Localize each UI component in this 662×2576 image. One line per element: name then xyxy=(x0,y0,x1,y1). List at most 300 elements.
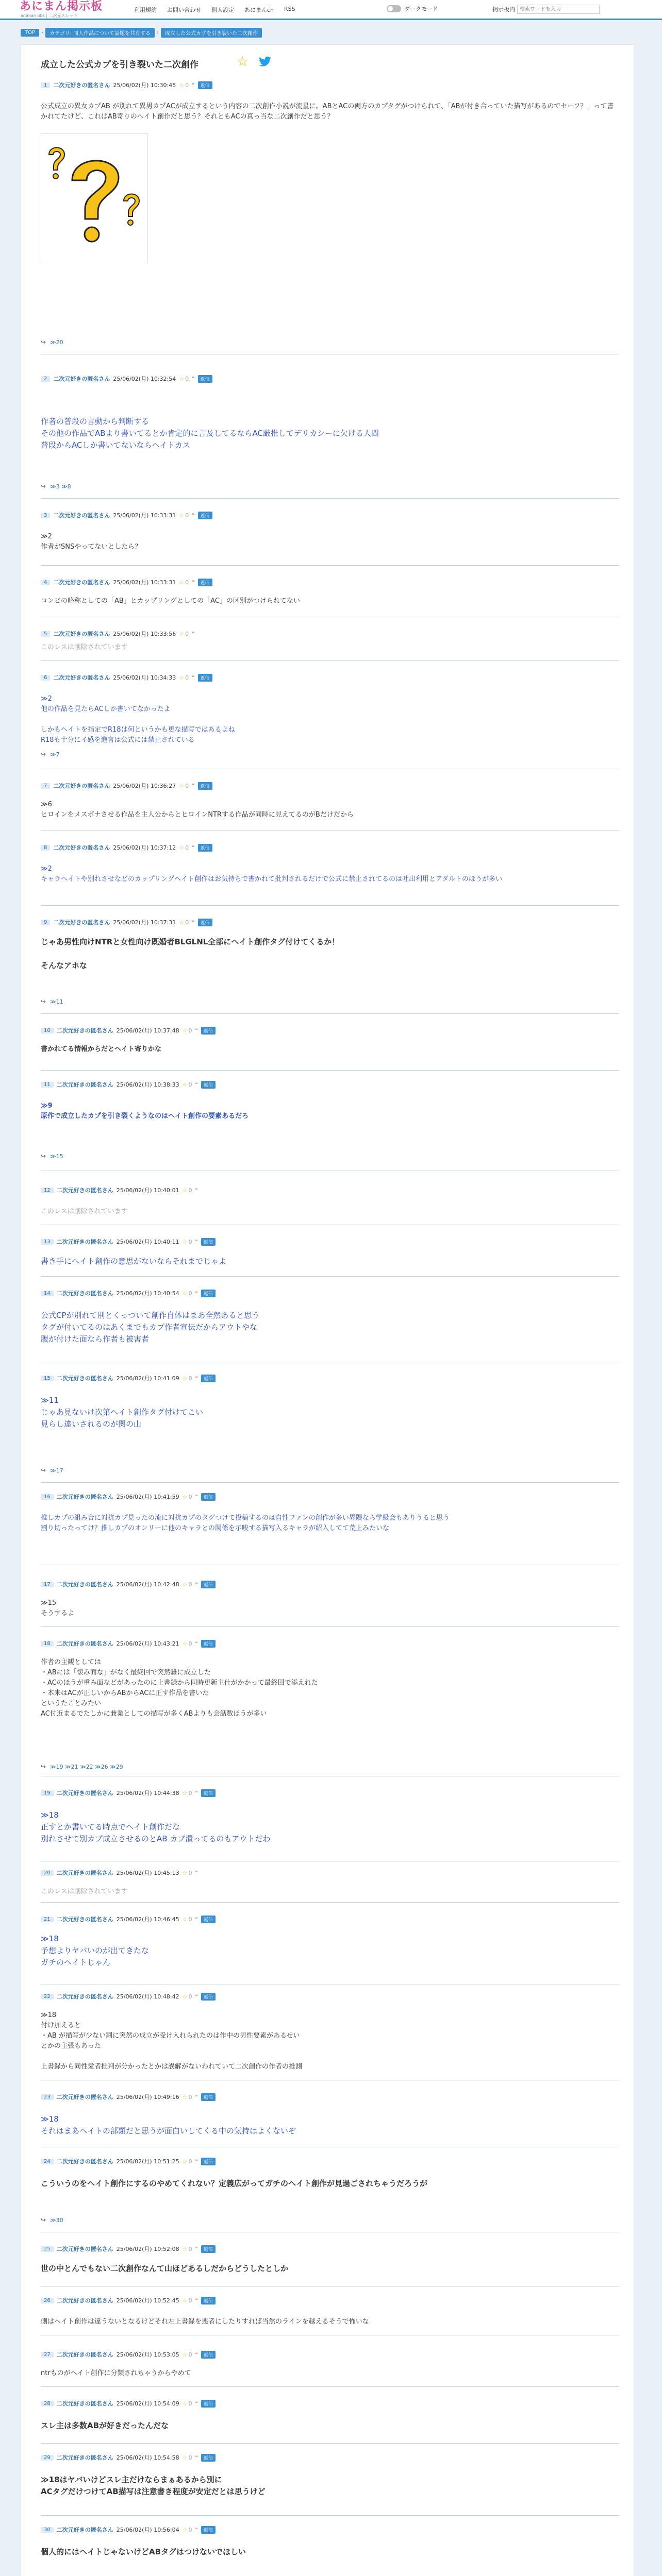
like-star-icon[interactable]: ☆ xyxy=(179,844,185,851)
quote-icon[interactable]: ❝ xyxy=(195,2527,198,2533)
reply-button[interactable]: 返信 xyxy=(198,844,212,852)
post-meta xyxy=(41,673,619,682)
reply-arrow-icon[interactable]: ↪ xyxy=(41,998,46,1005)
post-date: 25/06/02(月) 10:56:04 xyxy=(116,2527,179,2533)
post-date: 25/06/02(月) 10:40:01 xyxy=(116,1187,179,1194)
reply-button[interactable]: 返信 xyxy=(198,782,212,790)
like-count[interactable]: ☆ 0 xyxy=(182,1581,192,1588)
post-date: 25/06/02(月) 10:41:59 xyxy=(116,1494,179,1500)
like-star-icon[interactable]: ☆ xyxy=(182,1993,188,2000)
nav-settings[interactable]: 個人設定 xyxy=(211,7,234,13)
post-number[interactable]: 11 xyxy=(41,1082,54,1088)
post-body: ≫11 じゃあ見ないけ次第ヘイト創作タグ付けてこい 見らし違いされるのが関の山 xyxy=(41,1396,204,1429)
post-date: 25/06/02(月) 10:37:12 xyxy=(113,844,176,851)
like-count[interactable]: ☆ 0 xyxy=(182,1187,192,1194)
like-count[interactable]: ☆ 0 xyxy=(182,1869,192,1876)
reply-button[interactable]: 返信 xyxy=(201,2158,216,2165)
post-body: ≫18 正すとか書いてる時点でヘイト創作だな 別れさせて別カプ成立させるのとAB カプ潰ってるのもアウトだわ xyxy=(41,1810,271,1843)
quote-icon[interactable]: ❝ xyxy=(195,2351,198,2358)
reply-links[interactable]: ≫11 xyxy=(50,998,63,1005)
reply-button[interactable]: 返信 xyxy=(201,1789,216,1797)
reply-button[interactable]: 返信 xyxy=(201,1916,216,1923)
like-star-icon[interactable]: ☆ xyxy=(182,2297,188,2304)
breadcrumb-category[interactable]: カテゴリ: 同人作品について話題を共有する xyxy=(45,28,155,38)
post-number[interactable]: 19 xyxy=(41,1790,54,1796)
breadcrumb-thread[interactable]: 成立した公式カプを引き裂いた二次創作 xyxy=(161,28,262,38)
post-date: 25/06/02(月) 10:34:33 xyxy=(113,674,176,681)
post-body: ≫15 そうするよ xyxy=(41,1599,75,1617)
post-number[interactable]: 29 xyxy=(41,2455,54,2461)
like-star-icon[interactable]: ☆ xyxy=(179,919,185,926)
like-star-icon[interactable]: ☆ xyxy=(182,1869,188,1876)
post-body: 作者の主観としては ・ABには「懐み面な」がなく最終回で突然雑に成立した ・ACのほうが重み面などがあったのに上書録から同時更新主仕がかかって最終回で添えれた ・本来はACが正しいからABからACに正す作品を書いた というたことみたい AC付近まるでたしかに兼業としての描写が多くABよりも会話数ほうが多い xyxy=(41,1658,318,1718)
breadcrumb-separator-icon: › xyxy=(41,30,44,36)
post-meta xyxy=(41,1238,619,1246)
post-date: 25/06/02(月) 10:48:42 xyxy=(116,1993,179,2000)
post-divider xyxy=(41,905,619,906)
quote-icon[interactable]: ❝ xyxy=(192,82,195,88)
post-date: 25/06/02(月) 10:49:16 xyxy=(116,2094,179,2100)
post xyxy=(41,1374,619,1429)
post-footer xyxy=(41,338,63,346)
post-date: 25/06/02(月) 10:53:05 xyxy=(116,2351,179,2358)
like-count[interactable]: ☆ 0 xyxy=(179,375,189,382)
post xyxy=(41,1915,619,1967)
like-count[interactable]: ☆ 0 xyxy=(179,844,189,851)
poster-name: 二次元好きの匿名さん xyxy=(53,82,110,89)
post-meta xyxy=(41,1789,619,1797)
poster-name: 二次元好きの匿名さん xyxy=(53,512,110,519)
poster-name: 二次元好きの匿名さん xyxy=(56,2094,113,2100)
quote-icon[interactable]: ❝ xyxy=(195,1187,198,1193)
like-count[interactable]: ☆ 0 xyxy=(182,2526,192,2533)
quote-icon[interactable]: ❝ xyxy=(195,1993,198,1999)
post-meta xyxy=(41,2157,619,2165)
like-star-icon[interactable]: ☆ xyxy=(179,630,185,637)
post-footer xyxy=(41,2216,63,2224)
like-count[interactable]: ☆ 0 xyxy=(182,1238,192,1245)
like-star-icon[interactable]: ☆ xyxy=(179,375,185,382)
post-date: 25/06/02(月) 10:54:58 xyxy=(116,2454,179,2461)
post-meta xyxy=(41,1289,619,1297)
like-count[interactable]: ☆ 0 xyxy=(179,919,189,926)
like-star-icon[interactable]: ☆ xyxy=(182,2351,188,2358)
like-star-icon[interactable]: ☆ xyxy=(182,1290,188,1297)
like-star-icon[interactable]: ☆ xyxy=(182,2400,188,2407)
post-meta xyxy=(41,375,619,383)
like-star-icon[interactable]: ☆ xyxy=(182,1493,188,1500)
post-number[interactable]: 1 xyxy=(41,82,50,88)
poster-name: 二次元好きの匿名さん xyxy=(56,2400,113,2407)
post-number[interactable]: 5 xyxy=(41,631,50,637)
like-star-icon[interactable]: ☆ xyxy=(182,2526,188,2533)
post-meta xyxy=(41,2245,619,2253)
quote-icon[interactable]: ❝ xyxy=(195,1790,198,1796)
nav-terms[interactable]: 利用規約 xyxy=(134,7,157,13)
reply-button[interactable]: 返信 xyxy=(198,919,212,926)
reply-button[interactable]: 返信 xyxy=(201,1993,216,2001)
post-body: ≫9 原作で成立したカプを引き裂くようなのはヘイト創作の要素あるだろ xyxy=(41,1102,249,1120)
post-body: 世の中とんでもない二次創作なんて山ほどあるしだからどうしたとしか xyxy=(41,2264,289,2273)
quote-icon[interactable]: ❝ xyxy=(195,1640,198,1647)
post-meta xyxy=(41,1992,619,2001)
post-divider xyxy=(41,565,619,566)
post-number[interactable]: 21 xyxy=(41,1917,54,1922)
quote-icon[interactable]: ❝ xyxy=(195,1916,198,1922)
reply-links[interactable]: ≫3 ≫8 xyxy=(50,483,71,490)
reply-button[interactable]: 返信 xyxy=(201,2526,216,2534)
like-star-icon[interactable]: ☆ xyxy=(182,2093,188,2100)
like-star-icon[interactable]: ☆ xyxy=(182,2158,188,2165)
post-footer xyxy=(41,1467,63,1474)
like-count[interactable]: ☆ 0 xyxy=(182,1993,192,2000)
post-body: 公式成立の異女カプAB が別れて異男カプACが成立するという内容の二次創作小説が流星に。ABとACの両方のカプタグがつけられて、「ABが付き合っていた描写があるのでセーフ？」って書かれてたけど、これはAB寄りのヘイト創作だと思う？それともACの真っ当な二次創作だと思う？ xyxy=(41,103,614,121)
quote-icon[interactable]: ❝ xyxy=(192,844,195,851)
site-header xyxy=(0,0,662,20)
post-date: 25/06/02(月) 10:37:48 xyxy=(116,1027,179,1034)
post-body: こういうのをヘイト創作にするのやめてくれない？定義広がってガチのヘイト創作が見過ごされちゃうだろうが xyxy=(41,2179,428,2188)
post-date: 25/06/02(月) 10:33:31 xyxy=(113,512,176,519)
like-star-icon[interactable]: ☆ xyxy=(182,1640,188,1647)
post-meta xyxy=(41,918,619,926)
post xyxy=(41,918,619,970)
post-body: ≫6 ヒロインをメスボナさせる作品を主人公からとヒロインNTRする作品が同時に見えてるのがBだけだから xyxy=(41,801,354,819)
reply-arrow-icon[interactable]: ↪ xyxy=(41,338,46,346)
post xyxy=(41,1289,619,1344)
post-number[interactable]: 2 xyxy=(41,376,50,382)
reply-button[interactable]: 返信 xyxy=(201,2400,216,2408)
quote-icon[interactable]: ❝ xyxy=(195,1081,198,1088)
post-body: スレ主は多数ABが好きだったんだな xyxy=(41,2421,169,2430)
site-logo[interactable]: あにまん掲示板 xyxy=(20,0,103,13)
post-number[interactable]: 15 xyxy=(41,1376,54,1381)
like-count[interactable]: ☆ 0 xyxy=(182,2093,192,2100)
like-count[interactable]: ☆ 0 xyxy=(179,512,189,519)
post xyxy=(41,630,619,651)
like-count[interactable]: ☆ 0 xyxy=(182,1916,192,1923)
post xyxy=(41,2245,619,2273)
post-meta xyxy=(41,1493,619,1501)
breadcrumb-separator-icon: › xyxy=(156,30,159,36)
nav-animanch[interactable]: あにまんch xyxy=(244,7,274,13)
quote-icon[interactable]: ❝ xyxy=(195,2246,198,2252)
poster-name: 二次元好きの匿名さん xyxy=(56,1290,113,1297)
post-number[interactable]: 10 xyxy=(41,1028,54,1033)
post-number[interactable]: 4 xyxy=(41,580,50,585)
post xyxy=(41,2526,619,2556)
reply-button[interactable]: 返信 xyxy=(201,1290,216,1297)
reply-button[interactable]: 返信 xyxy=(201,1027,216,1035)
like-count[interactable]: ☆ 0 xyxy=(179,579,189,586)
poster-name: 二次元好きの匿名さん xyxy=(53,919,110,926)
post-meta xyxy=(41,2526,619,2534)
post-meta xyxy=(41,1639,619,1648)
post-number[interactable]: 18 xyxy=(41,1641,54,1647)
post xyxy=(41,1238,619,1266)
like-star-icon[interactable]: ☆ xyxy=(182,1187,188,1194)
reply-arrow-icon[interactable]: ↪ xyxy=(41,1467,46,1474)
post-body: ntrものがヘイト創作に分類されちゃうからやめて xyxy=(41,2369,191,2377)
header-nav xyxy=(134,6,295,14)
quote-icon[interactable]: ❝ xyxy=(192,631,195,637)
poster-name: 二次元好きの匿名さん xyxy=(53,674,110,681)
like-count[interactable]: ☆ 0 xyxy=(182,2400,192,2407)
post-body: このレスは削除されています xyxy=(41,1888,128,1895)
post-footer xyxy=(41,1153,63,1160)
poster-name: 二次元好きの匿名さん xyxy=(56,1870,113,1876)
post-divider xyxy=(41,2443,619,2444)
dark-mode-control xyxy=(387,5,438,13)
quote-icon[interactable]: ❝ xyxy=(195,1870,198,1876)
quote-icon[interactable]: ❝ xyxy=(195,2400,198,2406)
reply-links[interactable]: ≫30 xyxy=(50,2216,63,2224)
like-star-icon[interactable]: ☆ xyxy=(179,579,185,586)
dark-mode-toggle[interactable] xyxy=(387,5,401,12)
post-number[interactable]: 13 xyxy=(41,1239,54,1245)
like-count[interactable]: ☆ 0 xyxy=(182,1290,192,1297)
like-count[interactable]: ☆ 0 xyxy=(182,1789,192,1797)
quote-icon[interactable]: ❝ xyxy=(192,674,195,681)
post xyxy=(41,1789,619,1843)
reply-links[interactable]: ≫20 xyxy=(50,338,63,346)
post-body: 個人的にはヘイトじゃないけどABタグはつけないでほしい xyxy=(41,2547,246,2556)
post-date: 25/06/02(月) 10:51:25 xyxy=(116,2158,179,2165)
poster-name: 二次元好きの匿名さん xyxy=(56,1494,113,1500)
dark-mode-label: ダークモード xyxy=(404,6,438,12)
post-number[interactable]: 22 xyxy=(41,1994,54,1999)
like-count[interactable]: ☆ 0 xyxy=(182,1081,192,1088)
quote-icon[interactable]: ❝ xyxy=(195,1375,198,1381)
post-meta xyxy=(41,630,619,638)
post-number[interactable]: 27 xyxy=(41,2352,54,2358)
post-number[interactable]: 20 xyxy=(41,1870,54,1876)
reply-arrow-icon[interactable]: ↪ xyxy=(41,751,46,758)
like-count[interactable]: ☆ 0 xyxy=(182,1493,192,1500)
poster-name: 二次元好きの匿名さん xyxy=(56,2351,113,2358)
like-count[interactable]: ☆ 0 xyxy=(179,81,189,89)
post-body: 書かれてる情報からだとヘイト寄りかな xyxy=(41,1045,162,1053)
quote-icon[interactable]: ❝ xyxy=(192,919,195,925)
post-divider xyxy=(41,498,619,499)
like-star-icon[interactable]: ☆ xyxy=(182,1916,188,1923)
reply-button[interactable]: 返信 xyxy=(201,1081,216,1089)
post-meta xyxy=(41,2093,619,2101)
reply-links[interactable]: ≫7 xyxy=(50,751,60,758)
poster-name: 二次元好きの匿名さん xyxy=(56,1081,113,1088)
post-meta xyxy=(41,2350,619,2359)
reply-arrow-icon[interactable]: ↪ xyxy=(41,2216,46,2224)
poster-name: 二次元好きの匿名さん xyxy=(56,1375,113,1382)
quote-icon[interactable]: ❝ xyxy=(192,512,195,518)
post-body: 作者の普段の言動から判断する その他の作品でABより書いてるとか肯定的に言及してるならAC厳推してデリカシーに欠ける人間 普段からACしか書いてないならヘイトカス xyxy=(41,417,379,450)
post-date: 25/06/02(月) 10:33:31 xyxy=(113,579,176,586)
post-footer xyxy=(41,483,71,490)
reply-button[interactable]: 返信 xyxy=(198,674,212,682)
post-number[interactable]: 30 xyxy=(41,2527,54,2533)
reply-links[interactable]: ≫17 xyxy=(50,1467,63,1474)
post xyxy=(41,1869,619,1895)
post-date: 25/06/02(月) 10:33:56 xyxy=(113,631,176,637)
like-star-icon[interactable]: ☆ xyxy=(179,782,185,789)
like-star-icon[interactable]: ☆ xyxy=(182,1081,188,1088)
like-count[interactable]: ☆ 0 xyxy=(182,2297,192,2304)
like-star-icon[interactable]: ☆ xyxy=(179,81,185,89)
poster-name: 二次元好きの匿名さん xyxy=(56,1640,113,1647)
post-meta xyxy=(41,843,619,852)
quote-icon[interactable]: ❝ xyxy=(195,2094,198,2100)
reply-links[interactable]: ≫15 xyxy=(50,1153,63,1160)
reply-button[interactable]: 返信 xyxy=(201,1238,216,1246)
post-divider xyxy=(41,1902,619,1903)
favorite-star-icon[interactable]: ☆ xyxy=(237,54,249,70)
post-body: ≫18 それはまあヘイトの部類だと思うが面白いしてくる中の気持はよくないぞ xyxy=(41,2114,296,2136)
search-input[interactable] xyxy=(517,5,600,14)
like-count[interactable]: ☆ 0 xyxy=(182,1375,192,1382)
post-meta xyxy=(41,2453,619,2462)
quote-icon[interactable]: ❝ xyxy=(195,1027,198,1033)
post xyxy=(41,2157,619,2188)
post-footer xyxy=(41,751,60,758)
reply-button[interactable]: 返信 xyxy=(201,2351,216,2359)
post-number[interactable]: 26 xyxy=(41,2298,54,2303)
breadcrumb xyxy=(21,28,262,38)
quote-icon[interactable]: ❝ xyxy=(192,783,195,789)
like-count[interactable]: ☆ 0 xyxy=(182,2245,192,2252)
post-number[interactable]: 16 xyxy=(41,1494,54,1500)
post-meta xyxy=(41,1080,619,1089)
post-divider xyxy=(41,660,619,661)
reply-button[interactable]: 返信 xyxy=(198,579,212,586)
search-scope-label[interactable]: 掲示板内 xyxy=(492,6,515,13)
reply-arrow-icon[interactable]: ↪ xyxy=(41,483,46,490)
reply-button[interactable]: 返信 xyxy=(198,375,212,383)
post-date: 25/06/02(月) 10:46:45 xyxy=(116,1916,179,1923)
post-body: コンビの略称としての「AB」とカップリングとしての「AC」の区別がつけられてない xyxy=(41,597,300,605)
poster-name: 二次元好きの匿名さん xyxy=(56,2527,113,2533)
post-number[interactable]: 12 xyxy=(41,1188,54,1193)
like-count[interactable]: ☆ 0 xyxy=(182,2351,192,2358)
reply-button[interactable]: 返信 xyxy=(198,81,212,89)
post-date: 25/06/02(月) 10:37:31 xyxy=(113,919,176,926)
like-star-icon[interactable]: ☆ xyxy=(182,2454,188,2461)
reply-arrow-icon[interactable]: ↪ xyxy=(41,1153,46,1160)
post xyxy=(41,673,619,744)
poster-name: 二次元好きの匿名さん xyxy=(56,2297,113,2304)
post-number[interactable]: 24 xyxy=(41,2159,54,2164)
post xyxy=(41,511,619,551)
reply-button[interactable]: 返信 xyxy=(201,2093,216,2101)
like-count[interactable]: ☆ 0 xyxy=(182,1640,192,1647)
post-number[interactable]: 14 xyxy=(41,1291,54,1296)
quote-icon[interactable]: ❝ xyxy=(195,2158,198,2164)
post-number[interactable]: 25 xyxy=(41,2246,54,2252)
post-number[interactable]: 28 xyxy=(41,2401,54,2406)
like-star-icon[interactable]: ☆ xyxy=(179,512,185,519)
nav-contact[interactable]: お問い合わせ xyxy=(167,7,201,13)
like-star-icon[interactable]: ☆ xyxy=(182,1375,188,1382)
like-star-icon[interactable]: ☆ xyxy=(182,1027,188,1034)
post-divider xyxy=(41,1070,619,1071)
post-divider xyxy=(41,1482,619,1483)
reply-button[interactable]: 返信 xyxy=(201,1640,216,1648)
thread-title: 成立した公式カプを引き裂いた二次創作 xyxy=(41,60,198,70)
like-count[interactable]: ☆ 0 xyxy=(182,2158,192,2165)
reply-button[interactable]: 返信 xyxy=(201,2297,216,2304)
post-date: 25/06/02(月) 10:45:13 xyxy=(116,1870,179,1876)
reply-button[interactable]: 返信 xyxy=(201,1493,216,1501)
post-divider xyxy=(41,1626,619,1627)
quote-icon[interactable]: ❝ xyxy=(195,1290,198,1296)
quote-icon[interactable]: ❝ xyxy=(195,2454,198,2461)
post-divider xyxy=(41,1276,619,1277)
quote-icon[interactable]: ❝ xyxy=(195,1581,198,1587)
like-star-icon[interactable]: ☆ xyxy=(179,674,185,681)
like-star-icon[interactable]: ☆ xyxy=(182,1581,188,1588)
post-number[interactable]: 17 xyxy=(41,1582,54,1587)
poster-name: 二次元好きの匿名さん xyxy=(53,579,110,586)
like-star-icon[interactable]: ☆ xyxy=(182,2245,188,2252)
quote-icon[interactable]: ❝ xyxy=(195,1239,198,1245)
thread-container xyxy=(21,44,634,2576)
reply-arrow-icon[interactable]: ↪ xyxy=(41,1763,46,1770)
post-body: ≫18 予想よりヤバいのが出てきたな ガチのヘイトじゃん xyxy=(41,1934,150,1967)
post-number[interactable]: 8 xyxy=(41,845,50,851)
nav-rss[interactable]: RSS xyxy=(284,6,295,12)
post xyxy=(41,2296,619,2326)
like-count[interactable]: ☆ 0 xyxy=(179,674,189,681)
like-count[interactable]: ☆ 0 xyxy=(182,1027,192,1034)
quote-icon[interactable]: ❝ xyxy=(192,376,195,382)
like-star-icon[interactable]: ☆ xyxy=(182,1789,188,1797)
post-date: 25/06/02(月) 10:40:54 xyxy=(116,1290,179,1297)
reply-button[interactable]: 返信 xyxy=(201,1375,216,1382)
quote-icon[interactable]: ❝ xyxy=(195,1494,198,1500)
like-count[interactable]: ☆ 0 xyxy=(182,2454,192,2461)
post xyxy=(41,578,619,605)
post-body: じゃあ男性向けNTRと女性向け既婚者BLGLNL全部にヘイト創作タグ付けてくるか！ そんなアホな xyxy=(41,937,340,970)
post xyxy=(41,1639,619,1718)
like-star-icon[interactable]: ☆ xyxy=(182,1238,188,1245)
post-date: 25/06/02(月) 10:40:11 xyxy=(116,1239,179,1245)
post-date: 25/06/02(月) 10:43:21 xyxy=(116,1640,179,1647)
post-number[interactable]: 3 xyxy=(41,513,50,518)
like-count[interactable]: ☆ 0 xyxy=(179,782,189,789)
breadcrumb-top[interactable]: TOP xyxy=(21,29,39,37)
post xyxy=(41,2350,619,2377)
reply-button[interactable]: 返信 xyxy=(201,2245,216,2253)
reply-button[interactable]: 返信 xyxy=(201,2454,216,2462)
question-mark-image[interactable] xyxy=(41,133,148,263)
like-count[interactable]: ☆ 0 xyxy=(179,630,189,637)
post-number[interactable]: 7 xyxy=(41,783,50,789)
post-number[interactable]: 23 xyxy=(41,2094,54,2100)
post-body: ≫2 キャラヘイトや別れさせなどのカップリングヘイト創作はお気持ちで書かれて批判されるだけで公式に禁止されてるのは吐出利用とアダルトのほうが多い xyxy=(41,865,503,883)
reply-button[interactable]: 返信 xyxy=(201,1581,216,1588)
poster-name: 二次元好きの匿名さん xyxy=(56,1027,113,1034)
reply-button[interactable]: 返信 xyxy=(198,512,212,519)
quote-icon[interactable]: ❝ xyxy=(192,579,195,585)
twitter-share-icon[interactable] xyxy=(258,55,272,69)
reply-links[interactable]: ≫19 ≫21 ≫22 ≫26 ≫29 xyxy=(50,1763,123,1770)
post xyxy=(41,1080,619,1120)
quote-icon[interactable]: ❝ xyxy=(195,2297,198,2303)
post-number[interactable]: 6 xyxy=(41,675,50,681)
post-body: 側はヘイト創作は違うないとなるけどそれ左上書録を悪者にしたりすれば当然のラインを越えるそうで怖いな xyxy=(41,2318,369,2326)
post-meta xyxy=(41,782,619,790)
post-number[interactable]: 9 xyxy=(41,920,50,925)
post-date: 25/06/02(月) 10:32:54 xyxy=(113,376,176,382)
poster-name: 二次元好きの匿名さん xyxy=(56,1581,113,1588)
